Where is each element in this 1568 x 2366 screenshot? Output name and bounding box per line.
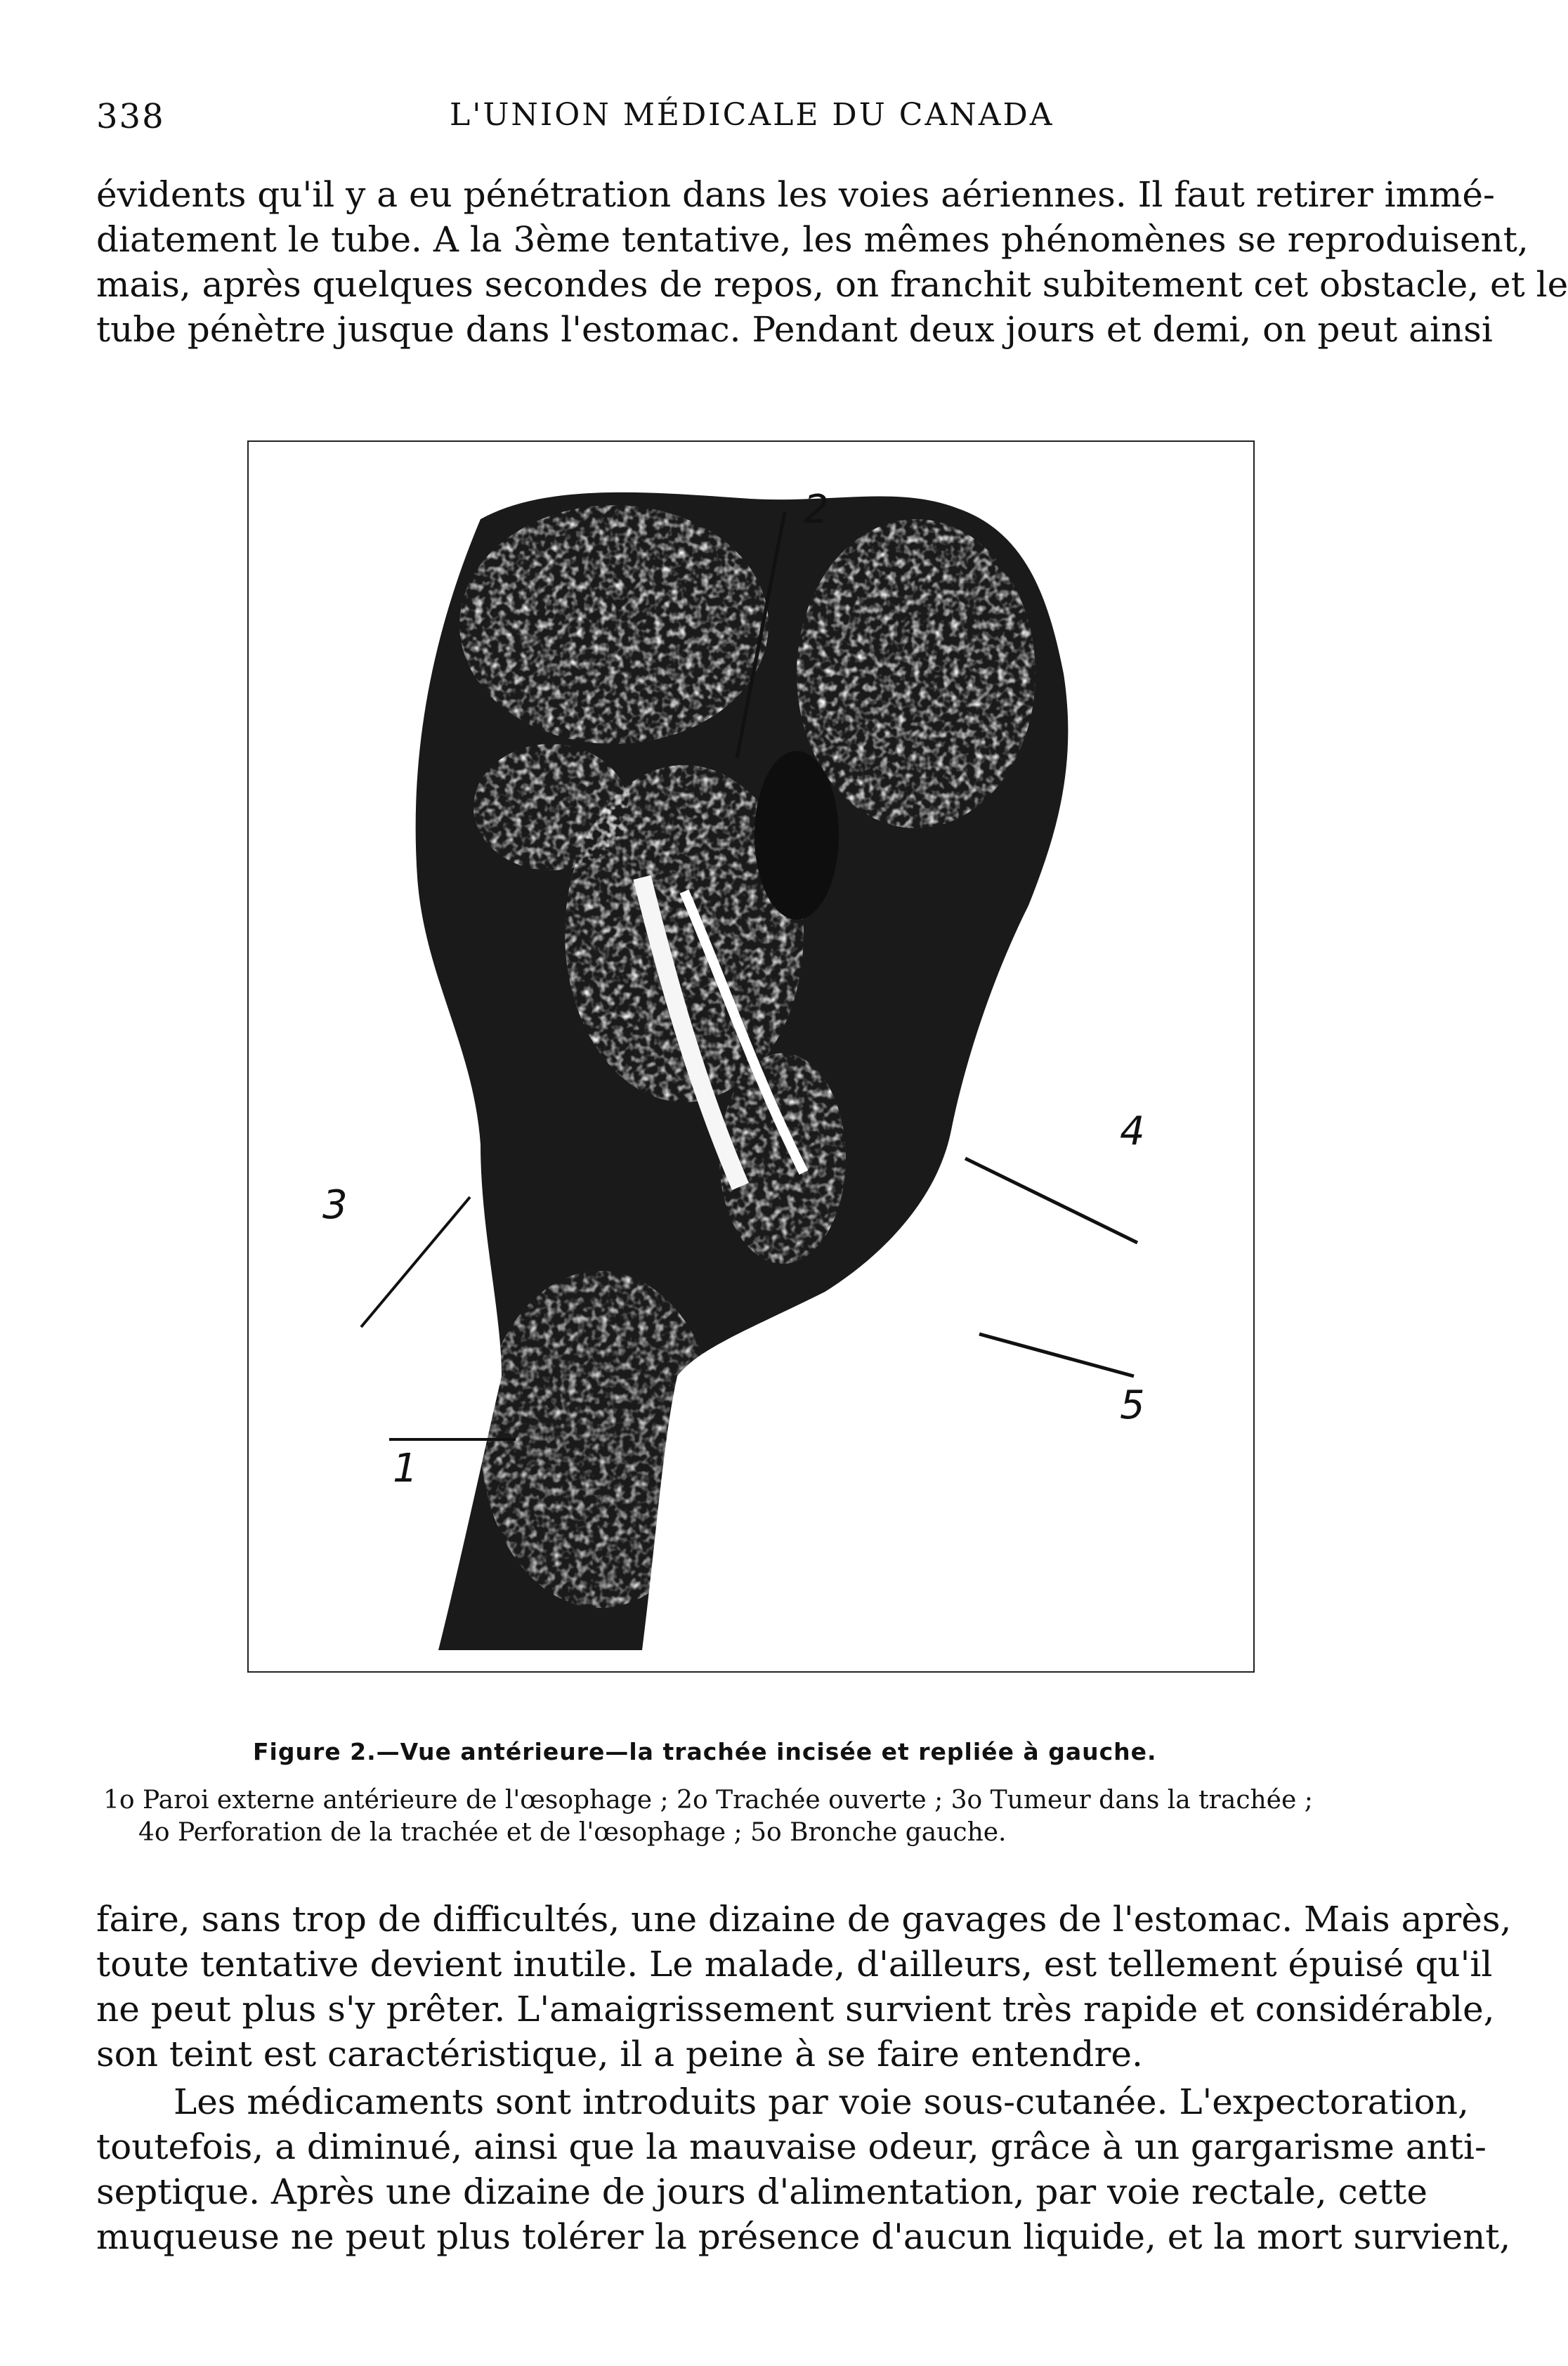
text-line: Les médicaments sont introduits par voie sous-cutanée. L'expectoration, xyxy=(174,2081,1469,2122)
top-paragraph xyxy=(96,172,1568,352)
text-line: mais, après quelques secondes de repos, on franchit subitement cet obstacle, et le xyxy=(96,264,1568,305)
running-head: L'UNION MÉDICALE DU CANADA xyxy=(450,97,1054,133)
callout-line-5 xyxy=(979,1334,1134,1376)
text-line: toutefois, a diminué, ainsi que la mauvaise odeur, grâce à un gargarisme anti- xyxy=(96,2126,1487,2167)
text-line: septique. Après une dizaine de jours d'alimentation, par voie rectale, cette xyxy=(96,2171,1427,2212)
callout-label-4: 4 xyxy=(1120,1109,1145,1154)
text-line: faire, sans trop de difficultés, une dizaine de gavages de l'estomac. Mais après, xyxy=(96,1899,1512,1940)
callout-label-5: 5 xyxy=(1120,1383,1145,1428)
text-line: muqueuse ne peut plus tolérer la présence d'aucun liquide, et la mort survient, xyxy=(96,2216,1511,2257)
legend-line: 1o Paroi externe antérieure de l'œsophage ; 2o Trachée ouverte ; 3o Tumeur dans la trachée ; xyxy=(103,1786,1313,1815)
callout-line-4 xyxy=(965,1158,1137,1243)
text-line: son teint est caractéristique, il a peine à se faire entendre. xyxy=(96,2034,1143,2074)
figure-legend xyxy=(103,1784,1375,1849)
text-line: tube pénètre jusque dans l'estomac. Pendant deux jours et demi, on peut ainsi xyxy=(96,309,1493,350)
text-line: évidents qu'il y a eu pénétration dans les voies aériennes. Il faut retirer immé- xyxy=(96,174,1495,215)
anatomical-figure xyxy=(247,440,1255,1673)
second-paragraph xyxy=(96,2079,1511,2259)
anatomical-photo-image xyxy=(249,442,1253,1671)
page-number: 338 xyxy=(96,97,165,136)
legend-line: 4o Perforation de la trachée et de l'œsophage ; 5o Bronche gauche. xyxy=(138,1818,1007,1847)
callout-label-1: 1 xyxy=(393,1446,418,1491)
callout-label-3: 3 xyxy=(322,1182,348,1228)
bottom-paragraph xyxy=(96,1897,1512,2077)
callout-line-3 xyxy=(361,1197,470,1327)
text-line: toute tentative devient inutile. Le malade, d'ailleurs, est tellement épuisé qu'il xyxy=(96,1944,1493,1985)
text-line: diatement le tube. A la 3ème tentative, les mêmes phénomènes se reproduisent, xyxy=(96,219,1529,260)
text-line: ne peut plus s'y prêter. L'amaigrissement survient très rapide et considérable, xyxy=(96,1989,1495,2030)
callout-label-2: 2 xyxy=(804,487,829,532)
figure-caption: Figure 2.—Vue antérieure—la trachée incisée et repliée à gauche. xyxy=(253,1738,1157,1765)
